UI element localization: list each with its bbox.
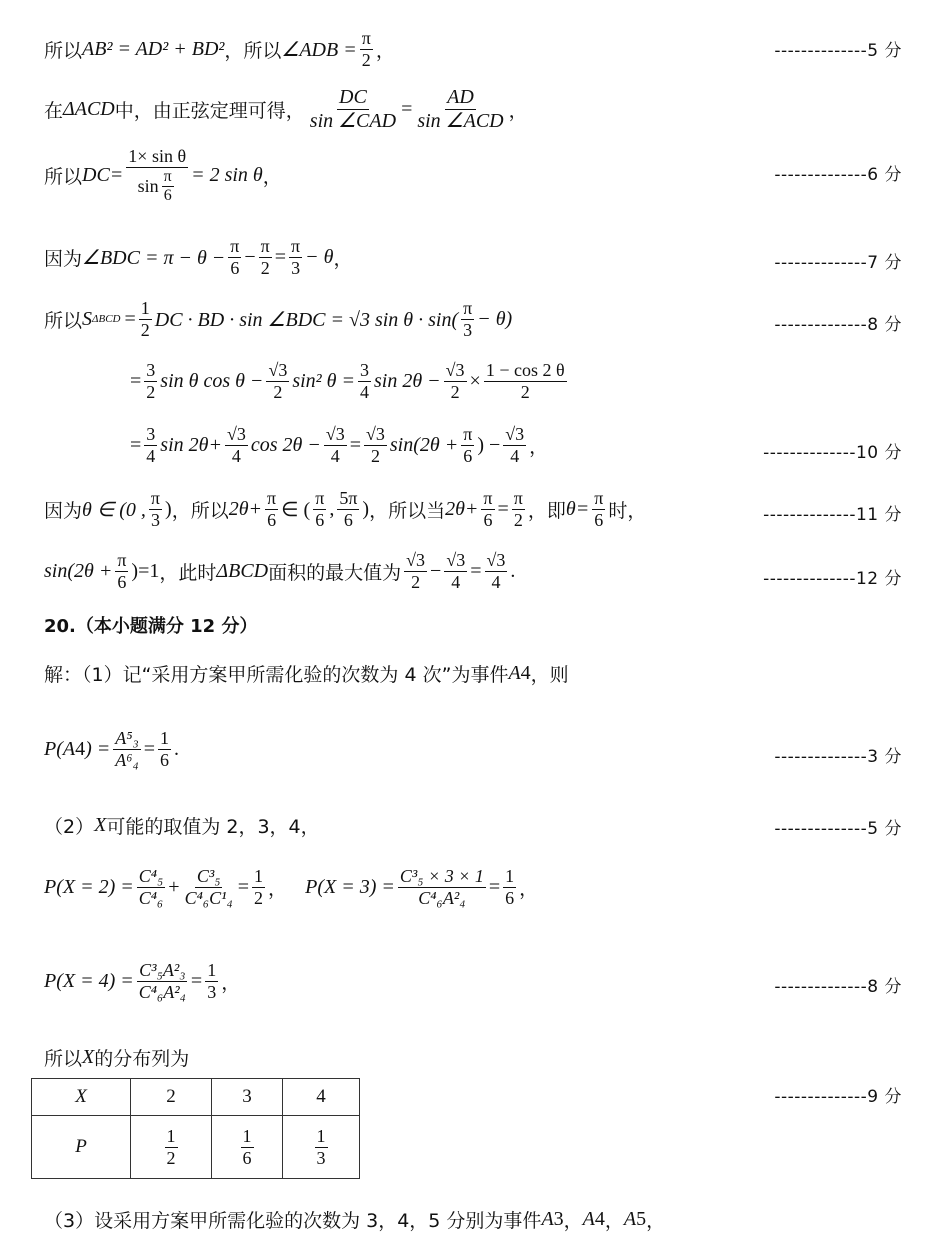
subscript: 5 (636, 1208, 647, 1230)
text: （3）设采用方案甲所需化验的次数为 3，4，5 分别为事件 (44, 1210, 542, 1232)
score-marker: --------------5 分 (774, 819, 902, 839)
text: 所以 (44, 166, 83, 189)
fraction: $\frac{√3}{4}$ (325, 424, 345, 466)
punct: . (174, 737, 180, 760)
math: = (274, 245, 287, 268)
math: × (469, 369, 481, 392)
fraction: $\frac{\pi}{6}$ (117, 550, 127, 592)
score-marker: --------------3 分 (774, 747, 902, 767)
table-cell: $\frac{1}{2}$ (131, 1116, 212, 1179)
math: sin θ cos θ − (160, 369, 264, 392)
math: )=1 (131, 559, 160, 582)
question-heading: 20.（本小题满分 12 分） (44, 616, 258, 637)
fraction: $\frac{\text{A⁵₃}}{\text{A⁶₄}}$ (115, 728, 139, 770)
text: 中，由正弦定理可得， (114, 100, 305, 122)
math: 2θ+ (228, 497, 263, 520)
math: DC · BD · sin ∠BDC = √3 sin θ · sin( (154, 308, 459, 331)
text: （2） (44, 816, 95, 838)
math: sin 2θ+ (160, 433, 222, 456)
math: ∠BDC = π − θ − (82, 246, 226, 269)
math: = (143, 737, 156, 760)
text: 的分布列为 (94, 1048, 190, 1070)
math: X (94, 814, 107, 836)
fraction: $\frac{√3}{4}$ (505, 424, 525, 466)
fraction: $\frac{\pi}{6}$ (315, 488, 325, 530)
text: ，则 (530, 664, 569, 686)
punct: ， (375, 39, 395, 62)
table-row (32, 1116, 360, 1179)
fraction: $\frac{1}{6}$ (505, 866, 515, 908)
score-marker: --------------11 分 (763, 505, 902, 525)
math: = (130, 369, 142, 392)
fraction: $\frac{\pi}{3}$ (150, 488, 161, 530)
punct: ， (262, 166, 282, 189)
math: P(A (44, 737, 76, 760)
math: = (190, 969, 203, 992)
punct: ， (508, 100, 528, 122)
fraction: $\frac{\text{C³₅ × 3 × 1}}{\text{C⁴₆A²₄}}$ (399, 866, 484, 908)
subscript: ΔBCD (92, 313, 121, 326)
math: + (168, 875, 180, 898)
table-cell: 2 (131, 1079, 212, 1116)
fraction: $\frac{√3}{4}$ (446, 550, 466, 592)
fraction: $\frac{DC}{\text{sin ∠CAD}}$ (309, 86, 397, 132)
fraction: $\frac{1 - \cos 2 \theta}{2}$ (485, 360, 565, 402)
fraction: $\frac{\text{C³₅A²₃}}{\text{C⁴₆A²₄}}$ (138, 960, 186, 1002)
math: AB² = AD² + BD² (82, 37, 225, 60)
subscript: 4 (520, 662, 531, 684)
text: 时， (608, 499, 647, 522)
math: A (541, 1208, 554, 1230)
fraction: $\frac{\pi}{2}$ (260, 236, 270, 278)
text: 解：（1）记“采用方案甲所需化验的次数为 4 次”为事件 (44, 664, 509, 686)
math: − (244, 245, 256, 268)
math: X (82, 1046, 95, 1068)
math: sin 2θ − (373, 369, 441, 392)
score-marker: --------------6 分 (774, 165, 902, 185)
math: sin² θ = (292, 369, 355, 392)
fraction: $\frac{√3}{4}$ (226, 424, 246, 466)
punct: ， (333, 247, 353, 270)
math: A (582, 1208, 595, 1230)
fraction: $\frac{\pi}{6}$ (230, 236, 240, 278)
math: = (401, 98, 413, 120)
math: = (237, 875, 250, 898)
punct: ， (519, 877, 539, 900)
math: ΔBCD (216, 559, 269, 582)
fraction: $\frac{√3}{2}$ (366, 424, 385, 466)
fraction: $\frac{\pi}{3}$ (463, 298, 473, 340)
line-distribution-intro (44, 1044, 910, 1071)
math: ) = (85, 737, 111, 760)
fraction: $\frac{\pi}{6}$ (483, 488, 493, 530)
math: sin(2θ + (389, 433, 459, 456)
line-px2-px3 (44, 866, 910, 908)
line-part3-intro (44, 1206, 910, 1233)
text: ，即 (527, 499, 566, 522)
text: 所以 (44, 309, 83, 332)
math: cos 2θ − (250, 433, 321, 456)
math: θ= (565, 497, 590, 520)
subscript: 4 (75, 737, 86, 760)
text: 因为 (44, 247, 83, 270)
math: A (623, 1208, 637, 1230)
line-part1-intro (44, 660, 910, 687)
table-cell: X (32, 1079, 131, 1116)
math: = (488, 875, 501, 898)
line-expansion-1 (130, 360, 910, 402)
fraction: $\frac{3}{4}$ (359, 360, 369, 402)
fraction: $\frac{\pi}{2}$ (361, 28, 371, 70)
fraction: $\frac{5\pi}{6}$ (339, 488, 358, 530)
fraction: $\frac{\pi}{6}$ (463, 424, 473, 466)
math: ) (362, 497, 370, 520)
math: − θ (305, 245, 334, 268)
math: A (508, 662, 521, 684)
score-marker: --------------8 分 (774, 977, 902, 997)
math: ΔACD (63, 98, 115, 120)
text: ， (268, 877, 306, 900)
line-sine-law (44, 86, 910, 133)
fraction: $\frac{AD}{\text{sin ∠ACD}}$ (417, 86, 504, 132)
math: = (470, 559, 482, 582)
punct: ， (563, 1210, 583, 1232)
math: ∈ ( (281, 498, 311, 521)
math: P(X = 4) = (44, 969, 134, 992)
text: ，所以 (224, 39, 282, 62)
fraction: $\frac{√3}{2}$ (445, 360, 465, 402)
math: θ ∈ (0 , (82, 498, 146, 521)
text: 所以 (44, 1048, 83, 1070)
math: = (124, 307, 136, 330)
fraction: $\frac{\pi}{3}$ (291, 236, 301, 278)
table-cell: P (32, 1116, 131, 1179)
math: P(X = 2) = (44, 875, 134, 898)
math: = (497, 497, 509, 520)
table-cell: 3 (212, 1079, 283, 1116)
fraction: $\frac{1}{3}$ (207, 960, 217, 1002)
math: − θ) (477, 307, 513, 330)
math: ) − (477, 433, 501, 456)
math: P(X = 3) = (305, 875, 395, 898)
fraction: $\frac{3}{4}$ (146, 424, 156, 466)
subscript: 4 (594, 1208, 605, 1230)
text: ，此时 (159, 561, 217, 584)
score-marker: --------------8 分 (774, 315, 902, 335)
math: DC= (82, 164, 124, 187)
fraction: $\frac{\pi}{6}$ (267, 488, 277, 530)
math: ∠ADB = (281, 38, 357, 61)
text: ，所以当 (369, 499, 446, 522)
score-marker: --------------7 分 (774, 253, 902, 273)
distribution-table (31, 1078, 360, 1179)
punct: ， (646, 1210, 666, 1232)
fraction: $\frac{√3}{4}$ (486, 550, 506, 592)
table-row (32, 1079, 360, 1116)
math: S (82, 307, 93, 330)
math: 2θ+ (445, 497, 479, 520)
text: 可能的取值为 2，3，4， (106, 816, 320, 838)
score-marker: --------------9 分 (774, 1087, 902, 1107)
text: 在 (44, 100, 64, 122)
punct: . (510, 559, 516, 582)
punct: ， (529, 435, 549, 458)
table-cell: $\frac{1}{3}$ (283, 1116, 360, 1179)
table-cell: $\frac{1}{6}$ (212, 1116, 283, 1179)
punct: ， (221, 971, 241, 994)
math: = (130, 433, 142, 456)
fraction: $\frac{\pi}{2}$ (513, 488, 523, 530)
fraction: $\frac{1}{2}$ (254, 866, 264, 908)
text: 面积的最大值为 (268, 561, 402, 584)
fraction: $\frac{1}{6}$ (160, 728, 170, 770)
table-cell: 4 (283, 1079, 360, 1116)
subscript: 3 (553, 1208, 564, 1230)
text: ，所以 (171, 499, 229, 522)
score-marker: --------------10 分 (763, 443, 902, 463)
fraction: $\frac{√3}{2}$ (406, 550, 426, 592)
fraction: $\frac{\text{C⁴₅}}{\text{C⁴₆}}$ (138, 866, 164, 908)
text: 因为 (44, 499, 83, 522)
math: = (349, 433, 361, 456)
math: = 2 sin θ (191, 164, 263, 187)
fraction: $\frac{\pi}{6}$ (594, 488, 604, 530)
punct: ， (604, 1210, 624, 1232)
math: ) (165, 497, 172, 520)
fraction: $\frac{√3}{2}$ (268, 360, 288, 402)
fraction: $\frac{\text{C³₅}}{\text{C⁴₆C¹₄}}$ (184, 866, 233, 908)
fraction: $\frac{3}{2}$ (146, 360, 156, 402)
text: 所以 (44, 39, 83, 62)
fraction: 1× sin θ sin $\frac{\pi}{6}$ (128, 146, 187, 205)
score-marker: --------------5 分 (774, 41, 902, 61)
math: sin(2θ + (44, 559, 113, 582)
score-marker: --------------12 分 (763, 569, 902, 589)
math: − (430, 559, 442, 582)
fraction: $\frac{1}{2}$ (140, 298, 150, 340)
math: , (329, 497, 335, 520)
